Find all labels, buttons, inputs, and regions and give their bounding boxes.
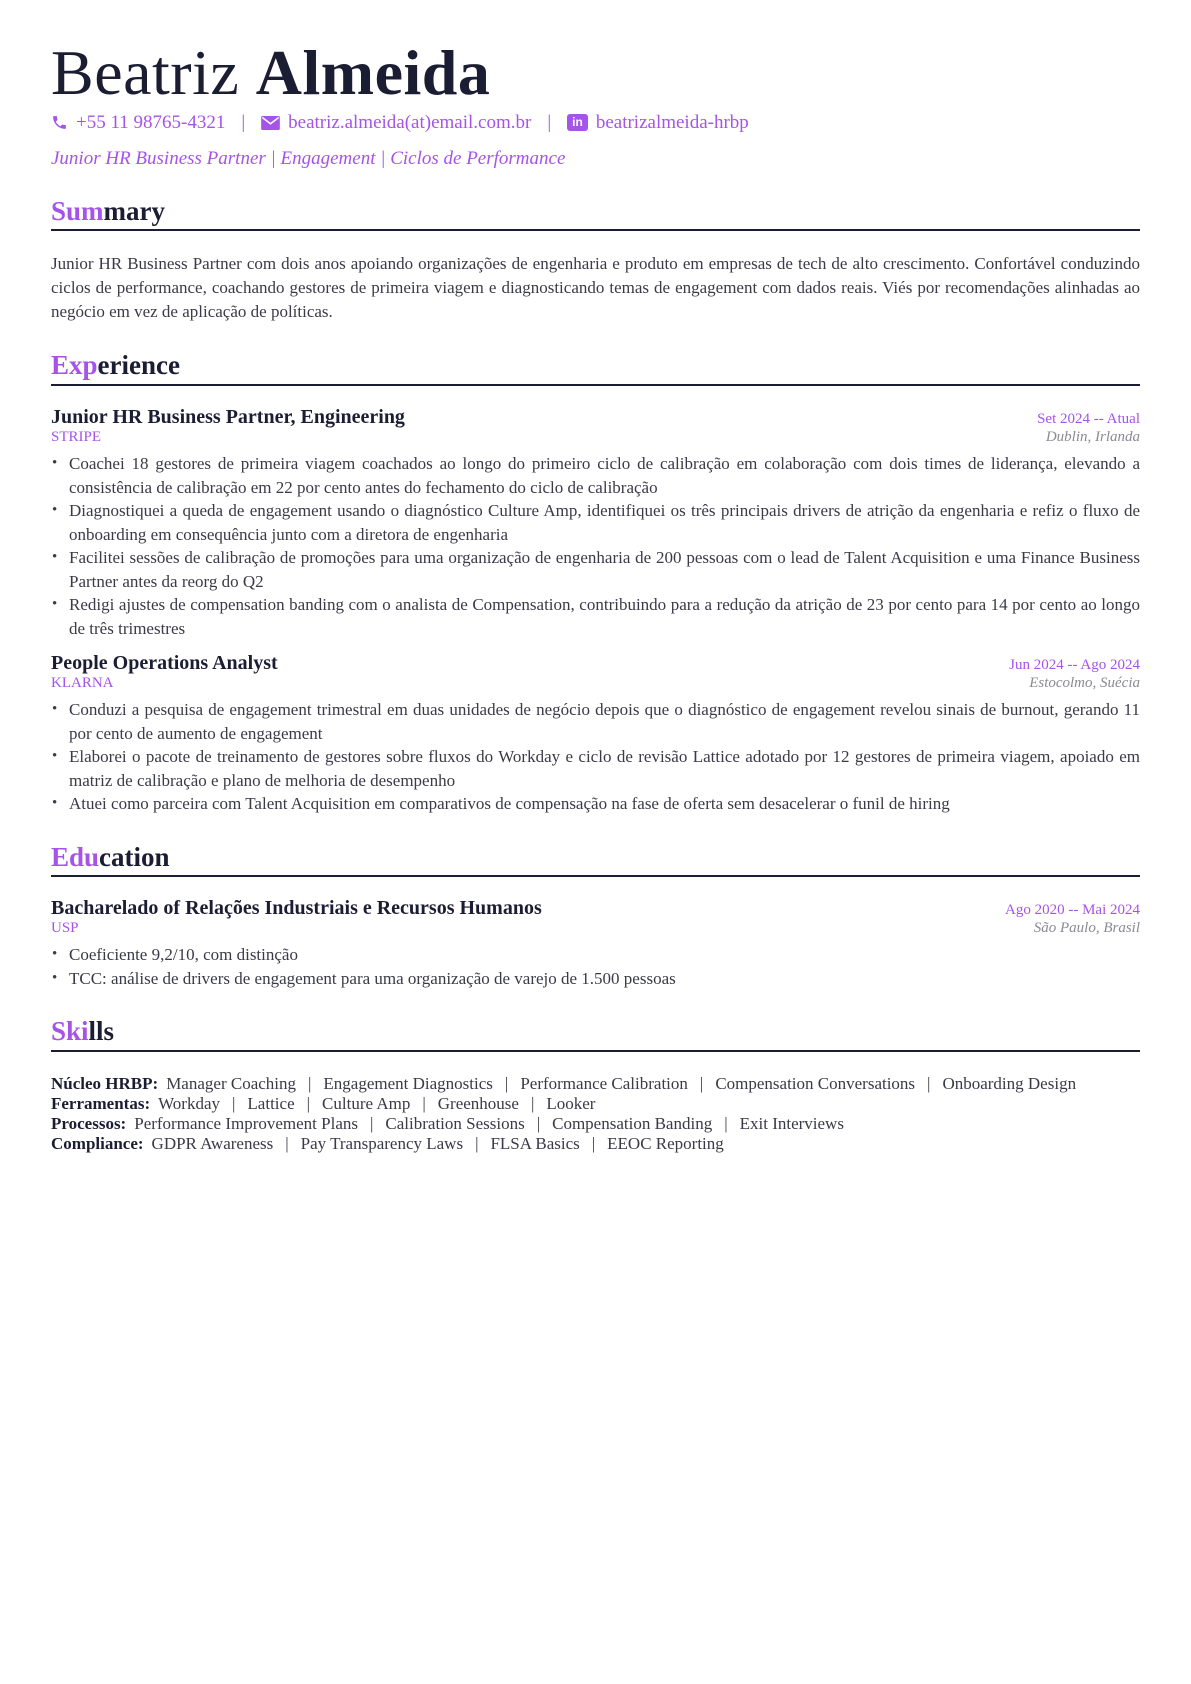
bullet-item: • Redigi ajustes de compensation banding com o analista de Compensation, contribuindo para a redução da atrição de 23 por cento para 14 por cento ao longo de três trimestres xyxy=(51,593,1140,640)
skill-item: Culture Amp xyxy=(322,1094,411,1114)
skill-item: Engagement Diagnostics xyxy=(323,1074,493,1094)
contact-separator: | xyxy=(241,111,246,133)
experience-entry xyxy=(51,652,1140,816)
contact-linkedin[interactable] xyxy=(567,112,749,134)
summary-text: Junior HR Business Partner com dois anos apoiando organizações de engenharia e produto em empresas de tech de alto crescimento. Confortável conduzindo ciclos de performance, coachando gestores de primeira viagem e diagnosticando temas de engagement com dados reais. Viés por recomendações alinhadas ao negócio em vez de aplicação de políticas. xyxy=(51,254,1140,322)
entry-date: Ago 2020 -- Mai 2024 xyxy=(1005,902,1140,919)
skill-item: Compensation Banding xyxy=(552,1114,713,1134)
section-heading: Experience xyxy=(51,349,1140,386)
bullet-list xyxy=(51,943,1140,990)
entry-organization: STRIPE xyxy=(51,429,102,446)
skill-item: Looker xyxy=(546,1094,596,1114)
skill-separator: | xyxy=(530,1094,535,1114)
bullet-item: • Diagnostiquei a queda de engagement usando o diagnóstico Culture Amp, identifiquei os três principais drivers de atrição da engenharia e refiz o fluxo de onboarding em consequência junto com a diretora de engenharia xyxy=(51,499,1140,546)
skill-separator: | xyxy=(370,1114,374,1134)
entry-header-row xyxy=(51,406,1140,429)
skill-separator: | xyxy=(699,1074,704,1094)
skill-item: GDPR Awareness xyxy=(151,1134,274,1154)
bullet-item: • Coachei 18 gestores de primeira viagem coachados ao longo do primeiro ciclo de calibração em colaboração com dois times de liderança, elevando a consistência de calibração em 22 por cento antes do fechamento do ciclo de calibração xyxy=(51,452,1140,499)
headline-tagline: Junior HR Business Partner | Engagement | Ciclos de Performance xyxy=(51,147,566,169)
skill-separator: | xyxy=(308,1074,312,1094)
skill-separator: | xyxy=(422,1094,426,1114)
first-name: Beatriz xyxy=(51,37,240,108)
skill-separator: | xyxy=(536,1114,541,1134)
skill-group xyxy=(51,1134,1140,1154)
skill-separator: | xyxy=(504,1074,509,1094)
bullet-list xyxy=(51,452,1140,640)
skill-separator: | xyxy=(232,1094,236,1114)
skill-separator: | xyxy=(591,1134,596,1154)
bullet-item: • Facilitei sessões de calibração de promoções para uma organização de engenharia de 200 pessoas com o lead de Talent Acquisition e uma Finance Business Partner antes da reorg do Q2 xyxy=(51,546,1140,593)
education-entry xyxy=(51,897,1140,990)
skill-group xyxy=(51,1114,1140,1134)
skill-group xyxy=(51,1074,1140,1094)
skill-item: Workday xyxy=(158,1094,221,1114)
phone-number: +55 11 98765-4321 xyxy=(76,111,226,133)
linkedin-badge: in xyxy=(567,114,588,131)
phone-icon xyxy=(51,114,68,131)
bullet-item: • Conduzi a pesquisa de engagement trimestral em duas unidades de negócio depois que o diagnóstico de engagement revelou sinais de burnout, gerando 11 por cento de aumento de engagement xyxy=(51,698,1140,745)
skills-list xyxy=(51,1074,1140,1154)
entry-subheader-row xyxy=(51,920,1140,937)
skill-group-label: Processos: xyxy=(51,1114,127,1134)
entry-header-row xyxy=(51,652,1140,675)
entry-title: People Operations Analyst xyxy=(51,652,278,675)
skill-separator: | xyxy=(306,1094,311,1114)
bullet-item: • TCC: análise de drivers de engagement para uma organização de varejo de 1.500 pessoas xyxy=(51,967,1140,991)
last-name: Almeida xyxy=(255,37,491,108)
linkedin-handle: beatrizalmeida-hrbp xyxy=(595,111,749,133)
skill-separator: | xyxy=(724,1114,728,1134)
skill-separator: | xyxy=(475,1134,479,1154)
candidate-name xyxy=(51,36,1140,110)
skill-item: Onboarding Design xyxy=(942,1074,1077,1094)
experience-list xyxy=(51,406,1140,816)
entry-subheader-row xyxy=(51,675,1140,692)
bullet-item: • Atuei como parceira com Talent Acquisition em comparativos de compensação na fase de oferta sem desacelerar o funil de hiring xyxy=(51,792,1140,816)
skill-item: Manager Coaching xyxy=(166,1074,297,1094)
contact-bar xyxy=(51,112,1140,134)
experience-section xyxy=(51,349,1140,815)
section-heading: Summary xyxy=(51,195,1140,232)
skill-group-label: Ferramentas: xyxy=(51,1094,151,1114)
entry-organization: KLARNA xyxy=(51,675,114,692)
entry-title: Junior HR Business Partner, Engineering xyxy=(51,406,405,429)
skill-item: Performance Calibration xyxy=(520,1074,688,1094)
skill-separator: | xyxy=(285,1134,289,1154)
contact-separator: | xyxy=(547,111,552,133)
entry-organization: USP xyxy=(51,920,79,937)
education-section xyxy=(51,841,1140,991)
skills-section xyxy=(51,1015,1140,1154)
bullet-item: • Coeficiente 9,2/10, com distinção xyxy=(51,943,1140,967)
entry-title: Bacharelado of Relações Industriais e Recursos Humanos xyxy=(51,897,542,920)
education-list xyxy=(51,897,1140,990)
contact-email[interactable] xyxy=(261,112,531,134)
skill-group-label: Compliance: xyxy=(51,1134,144,1154)
experience-entry xyxy=(51,406,1140,640)
bullet-item: • Elaborei o pacote de treinamento de gestores sobre fluxos do Workday e ciclo de revisão Lattice adotado por 12 gestores de primeira viagem, apoiado em matriz de calibração e plano de melhoria de desempenho xyxy=(51,745,1140,792)
contact-phone[interactable] xyxy=(51,112,225,134)
skill-item: Calibration Sessions xyxy=(385,1114,525,1134)
section-heading: Skills xyxy=(51,1015,1140,1052)
envelope-icon xyxy=(261,116,280,130)
entry-date: Set 2024 -- Atual xyxy=(1037,411,1140,428)
skill-group-label: Núcleo HRBP: xyxy=(51,1074,159,1094)
entry-location: Estocolmo, Suécia xyxy=(1029,675,1140,692)
bullet-list xyxy=(51,698,1140,816)
linkedin-icon xyxy=(567,114,588,131)
entry-header-row xyxy=(51,897,1140,920)
skill-item: Performance Improvement Plans xyxy=(134,1114,358,1134)
summary-section xyxy=(51,195,1140,325)
skill-item: EEOC Reporting xyxy=(607,1134,724,1154)
entry-date: Jun 2024 -- Ago 2024 xyxy=(1009,657,1140,674)
entry-subheader-row xyxy=(51,429,1140,446)
skill-group xyxy=(51,1094,1140,1114)
entry-location: São Paulo, Brasil xyxy=(1033,920,1140,937)
skill-item: Exit Interviews xyxy=(739,1114,844,1134)
skill-item: Pay Transparency Laws xyxy=(300,1134,464,1154)
email-address: beatriz.almeida(at)email.com.br xyxy=(288,111,532,133)
entry-location: Dublin, Irlanda xyxy=(1045,429,1140,446)
skill-item: Lattice xyxy=(247,1094,295,1114)
skill-item: Greenhouse xyxy=(437,1094,519,1114)
skill-separator: | xyxy=(927,1074,931,1094)
skill-item: FLSA Basics xyxy=(490,1134,580,1154)
section-heading: Education xyxy=(51,841,1140,878)
skill-item: Compensation Conversations xyxy=(715,1074,916,1094)
